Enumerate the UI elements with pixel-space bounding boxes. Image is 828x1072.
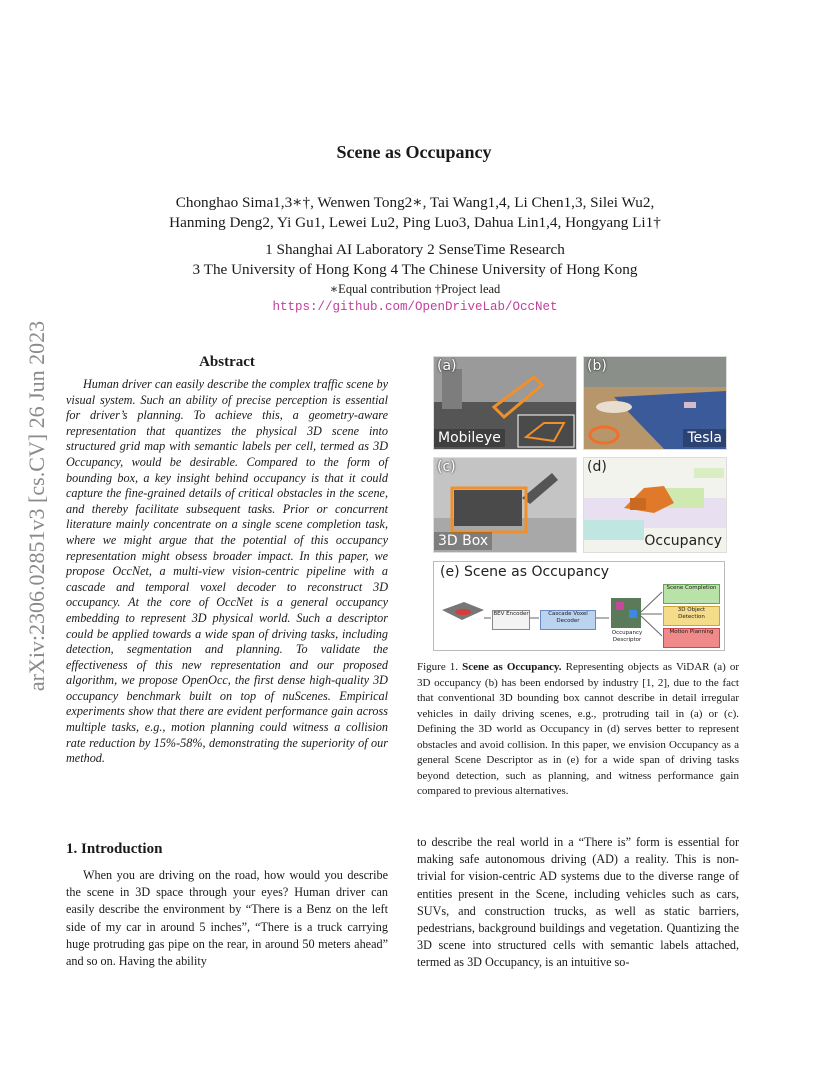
task-scene-completion: Scene Completion: [663, 584, 720, 604]
paper-title: Scene as Occupancy: [336, 142, 492, 162]
intro-left-paragraph: When you are driving on the road, how would you describe the scene in 3D space through your eyes? Human driver can easily describe the environment by “There is a Benz on the left side of my car in around 5 inches”, “There is a truck carrying huge protruding gas pipe on the rear, in around 50 meters ahead” and so on. Having the ability: [66, 868, 388, 969]
intro-heading: 1. Introduction: [66, 841, 163, 857]
affiliations-line-2: 3 The University of Hong Kong 4 The Chinese University of Hong Kong: [192, 261, 638, 278]
task-motion-planning: Motion Planning: [663, 628, 720, 648]
panel-b-tag: Tesla: [683, 429, 726, 447]
abstract-heading: Abstract: [199, 354, 255, 370]
affiliations: [100, 240, 730, 280]
caption-bold: Scene as Occupancy.: [462, 661, 562, 673]
arxiv-sidebar: [12, 286, 62, 726]
bev-encoder-block: BEV Encoder: [492, 610, 530, 630]
cascade-decoder-block: Cascade Voxel Decoder: [540, 610, 596, 630]
caption-text: Representing objects as ViDAR (a) or 3D occupancy (b) has been endorsed by industry [1, 2], due to the fact that conventional 3D bounding box cannot describe in detail irregular vehicles in daily driving scenes, e.g., protruding tail in (a) or (c). Defining the 3D world as Occupancy in (d) serves better to represent obstacles and avoid collision. In this paper, we envision Occupancy as a general Scene Descriptor as in (e) for a wide span of driving tasks beyond detection, such as planning, and witness performance gain compared to previous alternatives.: [417, 661, 739, 797]
abstract-text: Human driver can easily describe the complex traffic scene by visual system. Such an ability of precise perception is essential for driver’s planning. To achieve this, a geometry-aware representation that quantizes the physical 3D scene into structured grid map with semantic labels per cell, termed as 3D Occupancy, would be desirable. Compared to the form of bounding box, a key insight behind occupancy is that it could capture the fine-grained details of critical obstacles in the scene, and thereby facilitate subsequent tasks. Prior or concurrent literature mainly concentrate on a single scene completion task, where we might argue that the potential of this occupancy representation might obsess broader impact. In this paper, we propose OccNet, a multi-view vision-centric pipeline with a cascade and temporal voxel decoder to reconstruct 3D occupancy. At the core of OccNet is a general occupancy embedding to represent 3D physical world. Such a descriptor could be applied towards a wide span of driving tasks, including detection, segmentation and planning. To validate the effectiveness of this new representation and our proposed algorithm, we propose OpenOcc, the first dense high-quality 3D occupancy benchmark built on top of nuScenes. Empirical experiments show that there are evident performance gain across multiple tasks, e.g., motion planning could witness a collision rate reduction by 15%-58%, demonstrating the superiority of our method.: [66, 377, 388, 766]
panel-c-image: [433, 457, 577, 553]
affiliations-line-1: 1 Shanghai AI Laboratory 2 SenseTime Research: [265, 241, 565, 258]
project-url-link[interactable]: https://github.com/OpenDriveLab/OccNet: [272, 300, 558, 314]
panel-b-image: [583, 356, 727, 450]
intro-right-paragraph: to describe the real world in a “There is” form is essential for making safe autonomous driving (AD) a reality. This is non-trivial for vision-centric AD systems due to the diverse range of entities present in the Scene, including vehicles such as cars, SUVs, and construction trucks, as well as static barriers, pedestrians, background buildings and vegetation. Quantizing the 3D scene into structured cells with semantic labels attached, termed as 3D Occupancy, is an intuitive so-: [417, 835, 739, 970]
panel-e-diagram: [433, 561, 725, 651]
authors-line-2: Hanming Deng2, Yi Gu1, Lewei Lu2, Ping Luo3, Dahua Lin1,4, Hongyang Li1†: [169, 214, 661, 231]
panel-d-label: (d): [587, 459, 607, 475]
caption-lead: Figure 1.: [417, 661, 459, 673]
panel-d-tag: Occupancy: [644, 533, 722, 549]
task-3d-object-detection: 3D Object Detection: [663, 606, 720, 626]
panel-e-title: (e) Scene as Occupancy: [440, 564, 610, 580]
figure-1-caption: [417, 660, 739, 800]
occupancy-descriptor-label: Occupancy Descriptor: [611, 630, 643, 643]
panel-c-tag: 3D Box: [434, 532, 492, 550]
panel-a-image: [433, 356, 577, 450]
contribution-note: ∗Equal contribution †Project lead: [329, 282, 501, 296]
arxiv-id: arXiv:2306.02851v3 [cs.CV] 26 Jun 2023: [24, 320, 49, 692]
panel-d-image: [583, 457, 727, 553]
panel-a-label: (a): [437, 358, 457, 374]
panel-b-label: (b): [587, 358, 607, 374]
author-list: [100, 193, 730, 233]
panel-a-tag: Mobileye: [434, 429, 505, 447]
panel-c-label: (c): [437, 459, 456, 475]
authors-line-1: Chonghao Sima1,3∗†, Wenwen Tong2∗, Tai Wang1,4, Li Chen1,3, Silei Wu2,: [175, 194, 655, 211]
